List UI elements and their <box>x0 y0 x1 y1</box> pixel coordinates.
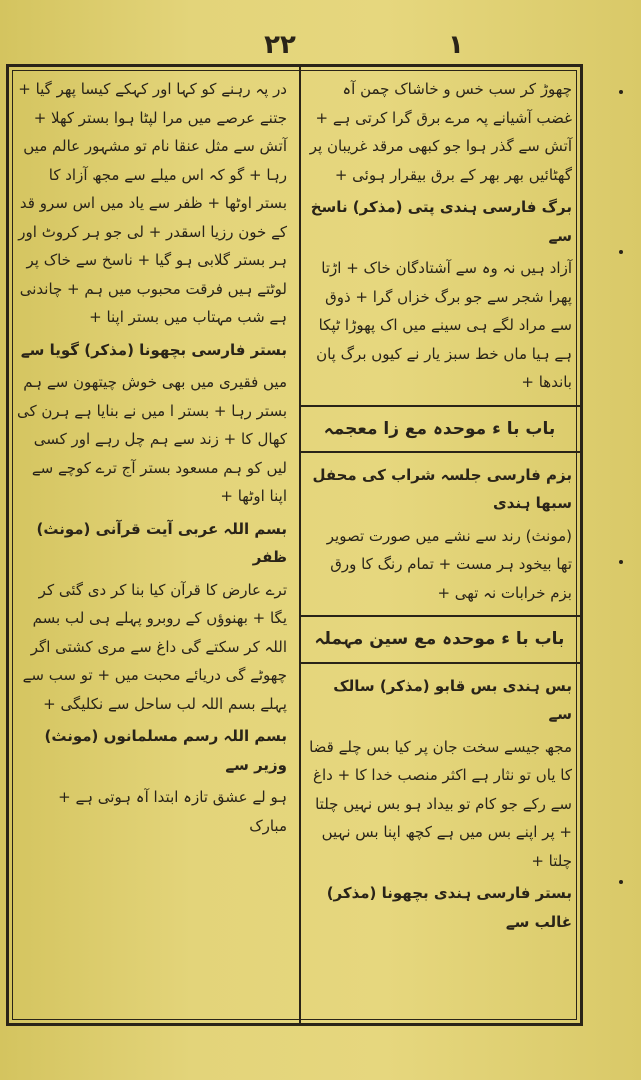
dictionary-entry: بسم اللہ عربی آیت قرآنی (مونث) ظفر <box>36 519 287 566</box>
right-column <box>307 75 572 1015</box>
dictionary-entry: بستر فارسی بچھونا (مذکر) گویا سے <box>20 340 287 359</box>
dictionary-entry: بسم اللہ رسم مسلمانوں (مونث) وزیر سے <box>44 727 287 774</box>
dictionary-entry: بزم فارسی جلسہ شراب کی محفل سبھا ہندی <box>312 465 572 513</box>
paragraph: (مونث) رند سے نشے میں صورت تصویر تھا بیخود ہر مست + تمام رنگ کا ورق بزم خرابات نہ تھی + <box>326 526 572 602</box>
chapter-heading: باب با ء موحدہ مع سین مہملہ <box>299 615 580 663</box>
paragraph: در پہ رہنے کو کہا اور کہکے کیسا پھر گیا + جتنے عرصے میں مرا لپٹا ہوا بستر کھلا + آتش سے مثل عنقا نام تو مشہور عالم میں رہا + گو کہ اس میلے سے مجھ آزاد کا بستر اوٹھا + ظفر سے یاد میں اس سرو قد کے خون رزیا اسقدر + لی جو ہر کروٹ اور ہر بستر گلابی ہو گیا + ناسخ سے خاک پر لوٹتے ہیں فرقت محبوب میں ہم + چاندنی ہے شب مہتاب میں بستر اپنا + <box>18 80 287 326</box>
paragraph: ہو لے عشق تازہ ابتدا آہ ہوتی ہے + مبارک <box>58 788 287 835</box>
margin-dot <box>619 250 623 254</box>
left-column <box>17 75 287 1015</box>
margin-dot <box>619 560 623 564</box>
text-frame <box>6 64 583 1026</box>
paragraph: چھوڑ کر سب خس و خاشاک چمن آہ غضب آشیانے پہ مرے برق گرا کرتی ہے + آتش سے گذر ہوا جو کبھی مرقد غریبان پر گھٹائیں بھر بھر کے برق بیقرار ہوئی + <box>309 80 572 184</box>
dictionary-entry: بس ہندی بس قابو (مذکر) سالک سے <box>333 676 572 724</box>
paragraph: مجھ جیسے سخت جان پر کیا بس چلے قضا کا یاں تو نثار ہے اکثر منصب خدا کا + داغ سے رکے جو کام تو بیداد ہو بس نہیں چلتا + پر اپنے بس میں ہے کچھ اپنا بس نہیں چلتا + <box>309 737 572 870</box>
paragraph: ترے عارض کا قرآن کیا بنا کر دی گئی کر یگا + بھنوؤں کے روبرو پہلے ہی لب بسم اللہ کر سکتے گی داغ سے مری کشتی اگر چھوٹے گی دریائے محبت میں + تو سب سے پہلے بسم اللہ لب ساحل سے نکلیگی + <box>22 580 287 713</box>
dictionary-entry: بستر فارسی ہندی بچھونا (مذکر) غالب سے <box>326 884 572 931</box>
column-divider <box>299 67 301 1023</box>
chapter-heading: باب با ء موحدہ مع زا معجمہ <box>299 405 580 453</box>
margin-dot <box>619 90 623 94</box>
margin-dot <box>619 880 623 884</box>
dictionary-entry: برگ فارسی ہندی پتی (مذکر) ناسخ سے <box>310 198 572 245</box>
paragraph: آزاد ہیں نہ وہ سے آشتادگان خاک + اڑتا پھرا شجر سے جو برگ خزاں گرا + ذوق سے مراد لگے ہی سینے میں اک پھوڑا ٹپکا ہے ہیا ماں خط سبز یار نے کیوں برگ پان باندھا + <box>316 259 572 391</box>
corner-mark: ۱ <box>448 30 464 60</box>
paragraph: میں فقیری میں بھی خوش چیتھون سے ہم بستر رہا + بستر ا میں نے بنایا ہے ہرن کی کھال کا + زند سے ہم چل رہے اور کسی لیں کو ہم مسعود بستر آج ترے کوچے سے اپنا اوٹھا + <box>17 373 287 505</box>
page-number: ۲۲ <box>264 30 296 60</box>
